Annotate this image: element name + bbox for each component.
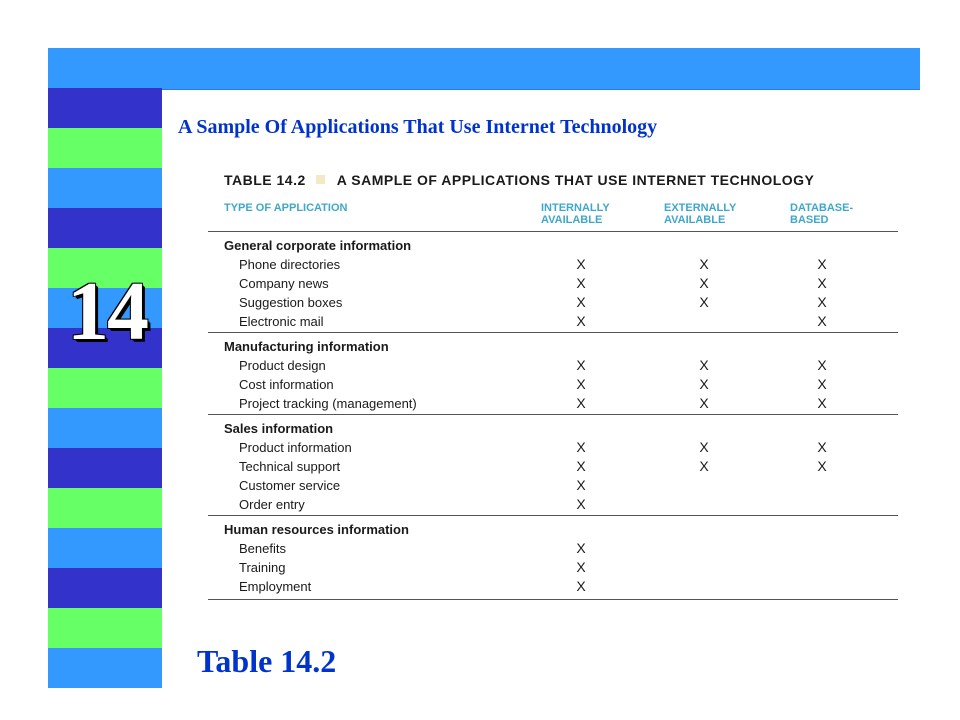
application-name: Suggestion boxes bbox=[239, 295, 343, 310]
external-availability-mark: X bbox=[699, 395, 709, 411]
table-row bbox=[208, 539, 898, 558]
application-name: Product design bbox=[239, 358, 326, 373]
heading-marker bbox=[316, 175, 325, 184]
internal-availability-mark: X bbox=[576, 559, 586, 575]
application-name: Electronic mail bbox=[239, 314, 324, 329]
stripe bbox=[48, 448, 162, 488]
side-stripe-bar bbox=[48, 88, 162, 688]
internal-availability-mark: X bbox=[576, 357, 586, 373]
stripe bbox=[48, 168, 162, 208]
application-name: Order entry bbox=[239, 497, 305, 512]
application-name: Technical support bbox=[239, 459, 341, 474]
column-header-internal: INTERNALLY AVAILABLE bbox=[541, 202, 610, 226]
internal-availability-mark: X bbox=[576, 275, 586, 291]
database-availability-mark: X bbox=[817, 275, 827, 291]
application-name: Company news bbox=[239, 276, 329, 291]
stripe bbox=[48, 648, 162, 688]
application-name: Employment bbox=[239, 579, 312, 594]
stripe bbox=[48, 88, 162, 128]
table-row bbox=[208, 356, 898, 375]
table-number: TABLE 14.2 bbox=[224, 172, 306, 188]
top-banner-bar bbox=[48, 48, 920, 90]
table-row bbox=[208, 495, 898, 514]
application-name: Cost information bbox=[239, 377, 334, 392]
table-row bbox=[208, 274, 898, 293]
internal-availability-mark: X bbox=[576, 540, 586, 556]
database-availability-mark: X bbox=[817, 458, 827, 474]
stripe bbox=[48, 408, 162, 448]
application-name: Project tracking (management) bbox=[239, 396, 417, 411]
database-availability-mark: X bbox=[817, 395, 827, 411]
internal-availability-mark: X bbox=[576, 294, 586, 310]
table-row bbox=[208, 312, 898, 331]
stripe bbox=[48, 608, 162, 648]
group-divider bbox=[208, 414, 898, 415]
application-name: Product information bbox=[239, 440, 352, 455]
column-header-application: TYPE OF APPLICATION bbox=[224, 202, 348, 214]
external-availability-mark: X bbox=[699, 294, 709, 310]
group-divider bbox=[208, 231, 898, 232]
internal-availability-mark: X bbox=[576, 395, 586, 411]
table-row bbox=[208, 375, 898, 394]
application-name: Benefits bbox=[239, 541, 286, 556]
external-availability-mark: X bbox=[699, 376, 709, 392]
slide-title: A Sample Of Applications That Use Internet Technology bbox=[178, 116, 658, 138]
stripe bbox=[48, 128, 162, 168]
database-availability-mark: X bbox=[817, 294, 827, 310]
table-row bbox=[208, 577, 898, 596]
column-header-external: EXTERNALLY AVAILABLE bbox=[664, 202, 737, 226]
stripe bbox=[48, 368, 162, 408]
chapter-number: 14 bbox=[67, 265, 147, 358]
database-availability-mark: X bbox=[817, 313, 827, 329]
internal-availability-mark: X bbox=[576, 477, 586, 493]
group-divider bbox=[208, 332, 898, 333]
external-availability-mark: X bbox=[699, 439, 709, 455]
table-row bbox=[208, 394, 898, 413]
application-name: Training bbox=[239, 560, 286, 575]
group-name: Sales information bbox=[224, 421, 334, 436]
application-name: Phone directories bbox=[239, 257, 341, 272]
application-name: Customer service bbox=[239, 478, 341, 493]
table-row bbox=[208, 476, 898, 495]
internal-availability-mark: X bbox=[576, 376, 586, 392]
group-header-row bbox=[208, 337, 898, 356]
table-bottom-rule bbox=[208, 599, 898, 600]
external-availability-mark: X bbox=[699, 357, 709, 373]
table-caption: Table 14.2 bbox=[197, 643, 337, 679]
stripe bbox=[48, 528, 162, 568]
group-header-row bbox=[208, 236, 898, 255]
table-heading bbox=[224, 172, 814, 188]
database-availability-mark: X bbox=[817, 376, 827, 392]
internal-availability-mark: X bbox=[576, 313, 586, 329]
external-availability-mark: X bbox=[699, 458, 709, 474]
internal-availability-mark: X bbox=[576, 578, 586, 594]
database-availability-mark: X bbox=[817, 439, 827, 455]
external-availability-mark: X bbox=[699, 275, 709, 291]
stripe bbox=[48, 568, 162, 608]
internal-availability-mark: X bbox=[576, 439, 586, 455]
stripe bbox=[48, 488, 162, 528]
group-name: General corporate information bbox=[224, 238, 412, 253]
applications-table bbox=[208, 168, 898, 608]
internal-availability-mark: X bbox=[576, 256, 586, 272]
column-header-database: DATABASE- BASED bbox=[790, 202, 854, 226]
table-row bbox=[208, 293, 898, 312]
table-row bbox=[208, 255, 898, 274]
group-name: Human resources information bbox=[224, 522, 409, 537]
internal-availability-mark: X bbox=[576, 496, 586, 512]
table-row bbox=[208, 558, 898, 577]
internal-availability-mark: X bbox=[576, 458, 586, 474]
table-heading-text: A SAMPLE OF APPLICATIONS THAT USE INTERNET TECHNOLOGY bbox=[336, 172, 815, 188]
external-availability-mark: X bbox=[699, 256, 709, 272]
group-name: Manufacturing information bbox=[224, 339, 389, 354]
group-header-row bbox=[208, 419, 898, 438]
stripe bbox=[48, 208, 162, 248]
table-row bbox=[208, 457, 898, 476]
group-header-row bbox=[208, 520, 898, 539]
table-row bbox=[208, 438, 898, 457]
group-divider bbox=[208, 515, 898, 516]
database-availability-mark: X bbox=[817, 357, 827, 373]
database-availability-mark: X bbox=[817, 256, 827, 272]
